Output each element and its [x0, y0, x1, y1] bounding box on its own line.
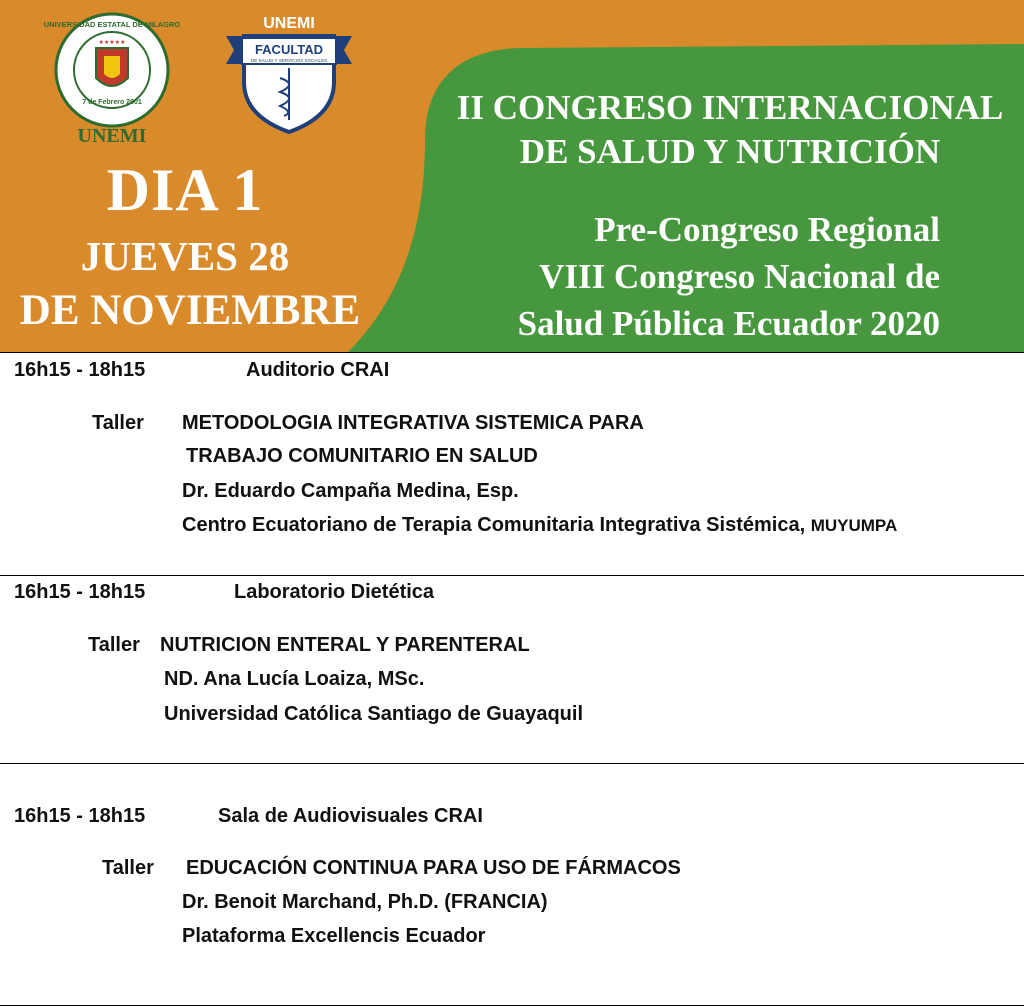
svg-text:★★★★★: ★★★★★	[98, 40, 126, 46]
session-venue: Auditorio CRAI	[246, 359, 390, 381]
session-speaker: Dr. Benoit Marchand, Ph.D. (FRANCIA)	[182, 891, 548, 913]
day-title: DIA 1	[106, 157, 264, 223]
faculty-subtitle: DE SALUD Y SERVICIOS SOCIALES	[250, 58, 328, 63]
session-venue: Sala de Audiovisuales CRAI	[218, 805, 483, 827]
pre-congress-block	[470, 206, 940, 347]
faculty-top-text: UNEMI	[263, 15, 315, 32]
session-organization: Plataforma Excellencis Ecuador	[182, 925, 486, 947]
pre-congress-line-2: VIII Congreso Nacional de	[539, 257, 940, 296]
faculty-title: FACULTAD	[254, 42, 324, 57]
pre-congress-line-1: Pre-Congreso Regional	[594, 210, 940, 249]
header-banner	[0, 0, 1024, 352]
date-line-1: JUEVES 28	[80, 233, 290, 279]
session-title-line-1: EDUCACIÓN CONTINUA PARA USO DE FÁRMACOS	[186, 857, 681, 879]
session-title-line-1: METODOLOGIA INTEGRATIVA SISTEMICA PARA	[182, 412, 644, 434]
pre-congress-line-3: Salud Pública Ecuador 2020	[517, 304, 940, 343]
congress-title	[450, 86, 1010, 174]
session-type: Taller	[102, 857, 154, 879]
session-organization: Universidad Católica Santiago de Guayaquil	[164, 703, 583, 725]
date-line-2: DE NOVIEMBRE	[19, 287, 361, 334]
session-time: 16h15 - 18h15	[14, 581, 146, 603]
congress-title-line-1: II CONGRESO INTERNACIONAL	[456, 88, 1004, 127]
session-type: Taller	[92, 412, 144, 434]
session-3	[0, 764, 1024, 1006]
faculty-shield-logo	[222, 12, 356, 134]
seal-ring-text: UNIVERSIDAD ESTATAL DE MILAGRO	[43, 20, 181, 29]
session-2	[0, 575, 1024, 764]
session-speaker: ND. Ana Lucía Loaiza, MSc.	[164, 668, 425, 690]
session-venue: Laboratorio Dietética	[234, 581, 435, 603]
session-time: 16h15 - 18h15	[14, 359, 146, 381]
session-title-line-2: TRABAJO COMUNITARIO EN SALUD	[186, 445, 538, 467]
session-organization-name: Centro Ecuatoriano de Terapia Comunitaria Integrativa Sistémica,	[182, 514, 806, 536]
seal-brand: UNEMI	[77, 125, 147, 147]
session-1	[0, 352, 1024, 576]
seal-date: 7 de Febrero 2001	[82, 99, 142, 106]
congress-title-line-2: DE SALUD Y NUTRICIÓN	[519, 132, 941, 171]
session-organization	[182, 513, 897, 538]
session-organization-suffix: MUYUMPA	[810, 516, 898, 535]
session-time: 16h15 - 18h15	[14, 805, 146, 827]
bottom-divider	[0, 1005, 1024, 1006]
session-title-line-1: NUTRICION ENTERAL Y PARENTERAL	[160, 634, 530, 656]
session-speaker: Dr. Eduardo Campaña Medina, Esp.	[182, 480, 519, 502]
session-type: Taller	[88, 634, 140, 656]
university-seal-logo	[43, 12, 181, 148]
